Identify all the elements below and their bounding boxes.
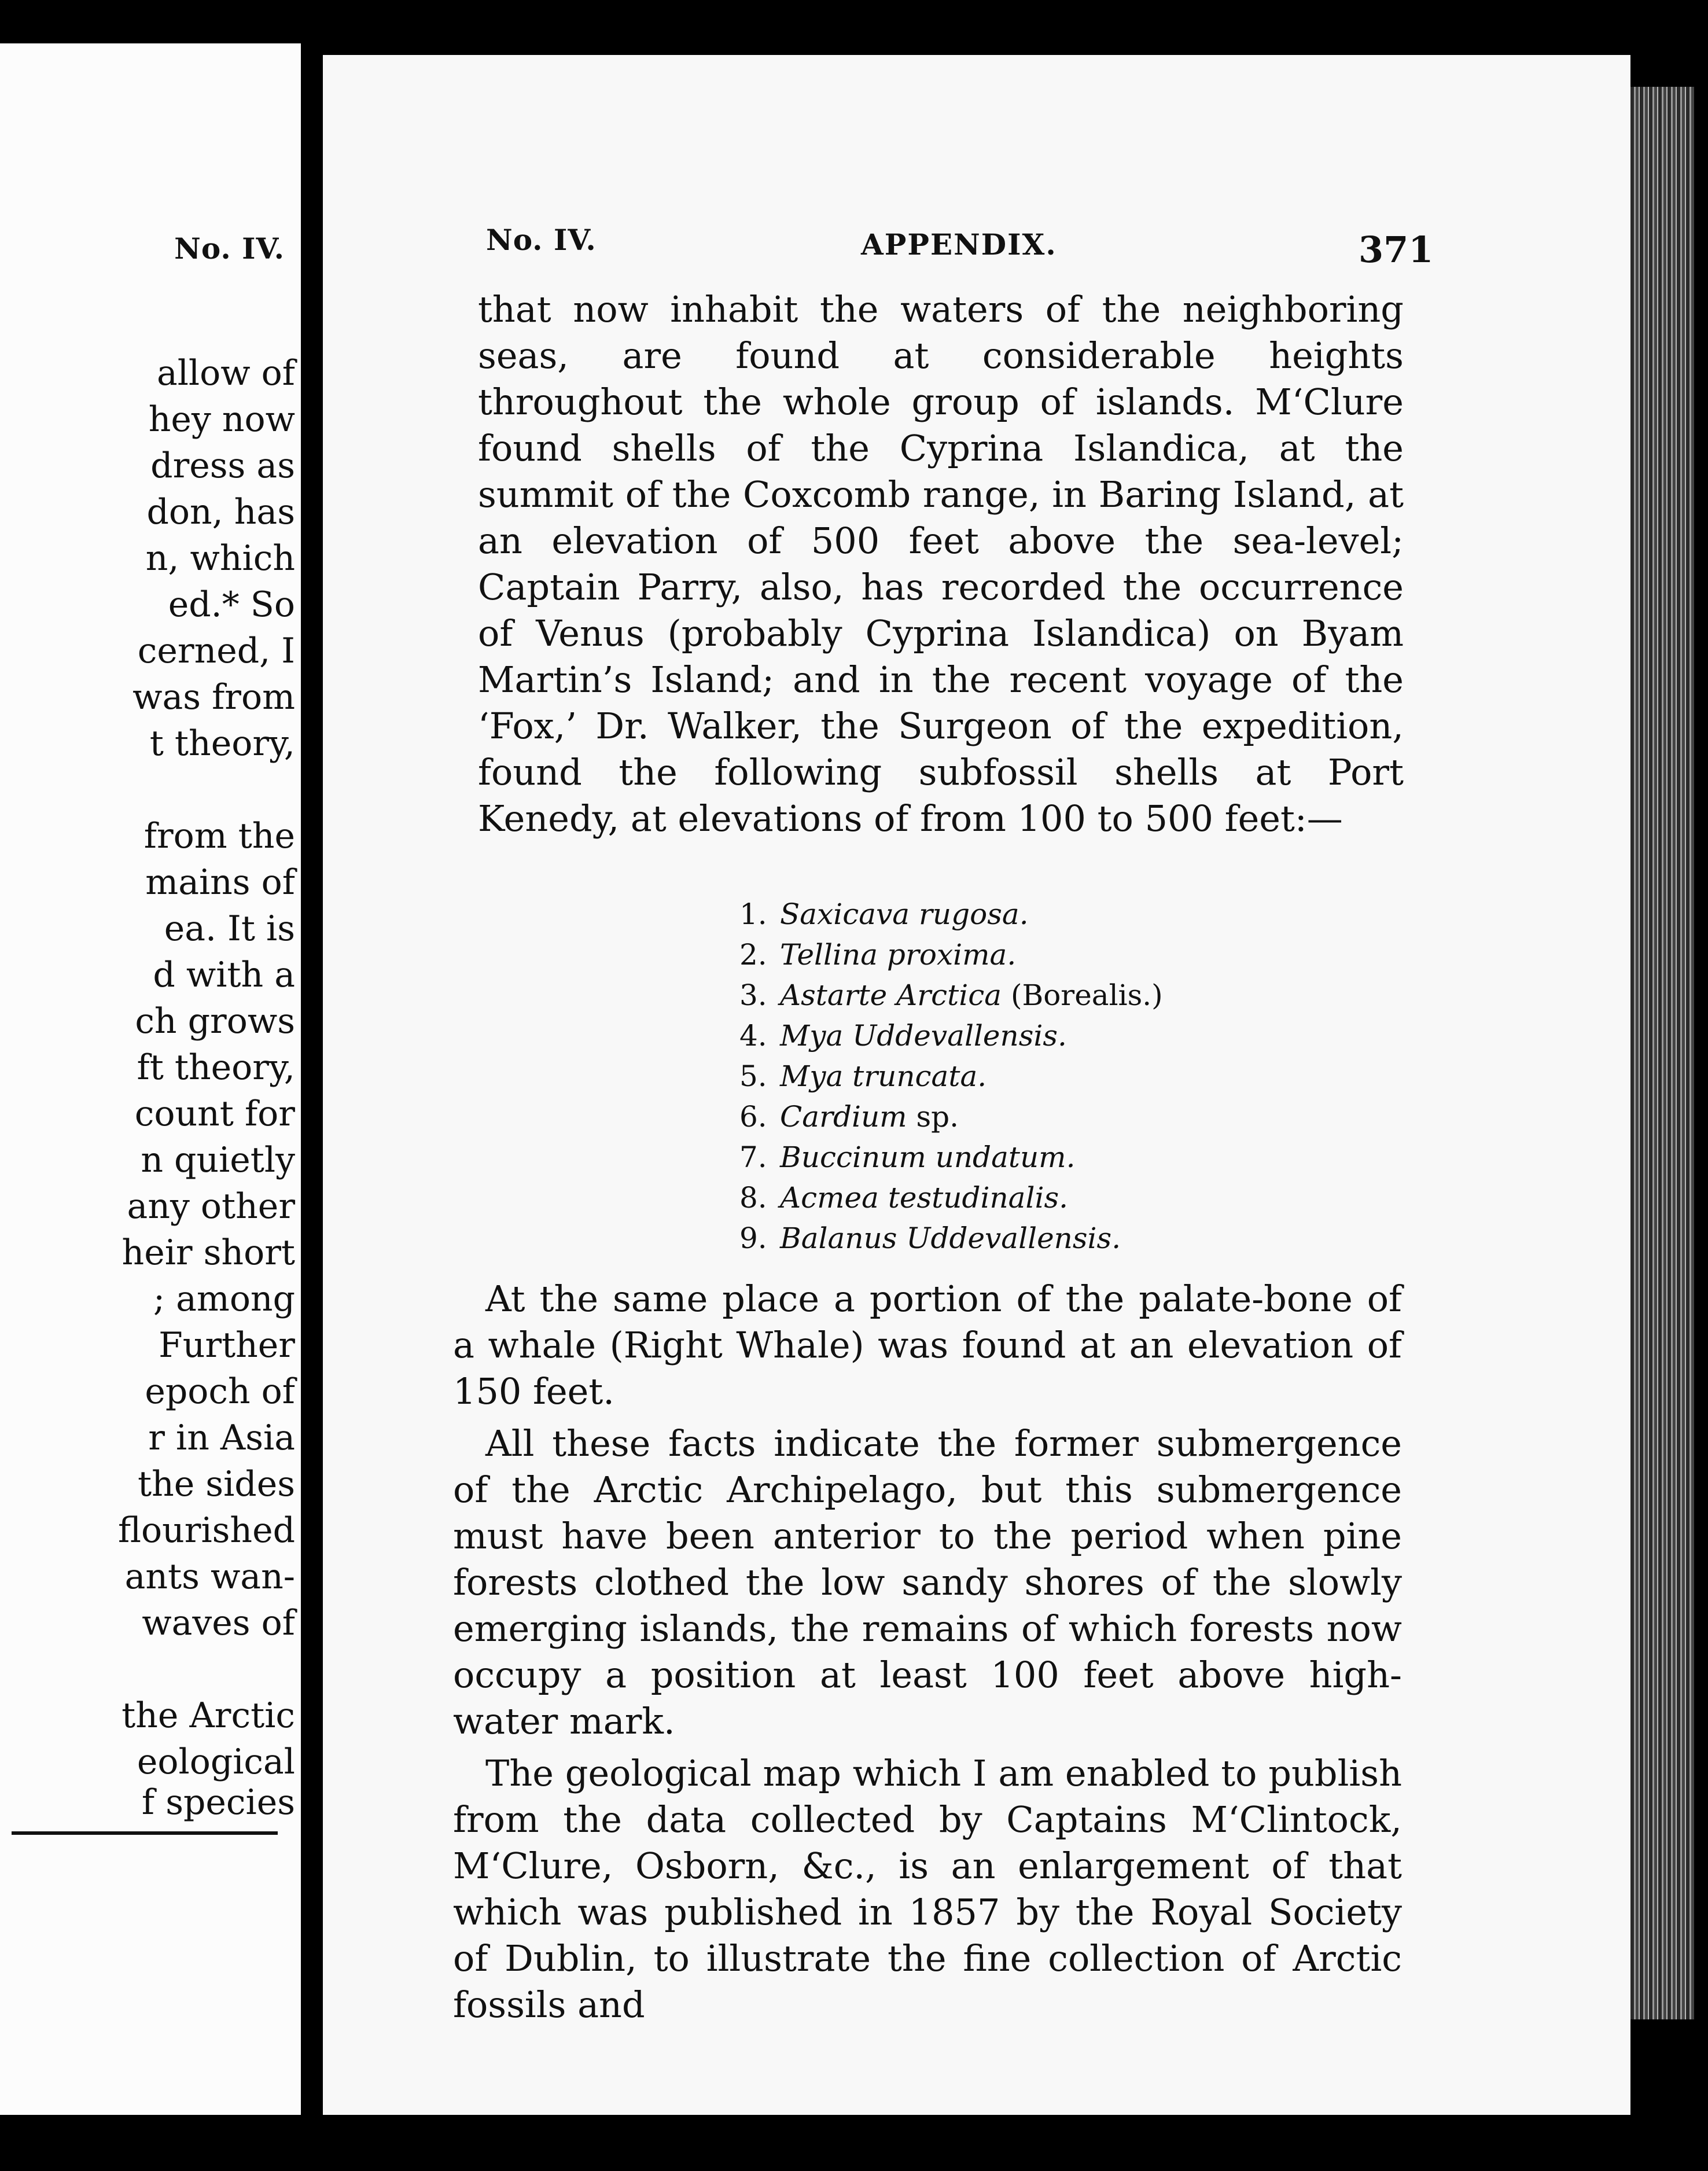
species-note: sp. <box>907 1100 959 1134</box>
left-facing-page <box>0 43 301 2115</box>
species-number: 9. <box>739 1221 767 1255</box>
left-page-line: dress as <box>150 446 295 486</box>
species-number: 2. <box>739 938 767 972</box>
paragraph-2: At the same place a portion of the palate-bone of a whale (Right Whale) was found at an elevation of 150 feet. <box>453 1278 1402 1412</box>
paragraph-block-2 <box>453 1276 1402 2028</box>
left-page-line: heir short <box>122 1232 295 1273</box>
species-name: Astarte Arctica <box>780 978 1002 1012</box>
species-item <box>739 934 1163 975</box>
species-number: 3. <box>739 978 767 1012</box>
left-page-line: ea. It is <box>164 908 295 949</box>
species-item <box>739 1096 1163 1137</box>
species-number: 6. <box>739 1100 767 1134</box>
left-page-line: Further <box>159 1325 295 1366</box>
left-page-line: from the <box>143 816 295 856</box>
species-number: 8. <box>739 1181 767 1215</box>
left-page-line: n, which <box>145 538 295 579</box>
species-item <box>739 1137 1163 1178</box>
paragraph-block-1 <box>478 286 1404 842</box>
left-page-line: the sides <box>137 1464 295 1504</box>
left-page-line: eological <box>137 1742 295 1782</box>
footnote-rule <box>12 1831 278 1835</box>
left-page-line: epoch of <box>145 1371 295 1412</box>
left-page-line: n quietly <box>141 1140 295 1180</box>
species-item <box>739 1178 1163 1218</box>
left-page-line: was from <box>132 677 295 717</box>
left-page-line: ants wan- <box>124 1557 295 1597</box>
page-edges <box>1630 87 1694 2019</box>
paragraph-3: All these facts indicate the former submergence of the Arctic Archipelago, but this submergence must have been anterior to the period when pine forests clothed the low sandy shores of the slowly emerging islands, the remains of which forests now occupy a position at least 100 feet above high-water mark. <box>453 1422 1402 1742</box>
species-item <box>739 975 1163 1015</box>
left-page-line: ; among <box>153 1279 295 1319</box>
paragraph-1: that now inhabit the waters of the neighboring seas, are found at considerable heights throughout the whole group of islands. M‘Clure found shells of the Cyprina Islandica, at the summit of the Coxcomb range, in Baring Island, at an elevation of 500 feet above the sea-level; Captain Parry, also, has recorded the occurrence of Venus (probably Cyprina Islandica) on Byam Martin’s Island; and in the recent voyage of the ‘Fox,’ Dr. Walker, the Surgeon of the expedition, found the following subfossil shells at Port Kenedy, at elevations of from 100 to 500 feet:— <box>478 288 1404 840</box>
species-item <box>739 1056 1163 1096</box>
species-note: (Borealis.) <box>1002 978 1163 1012</box>
species-list <box>739 894 1163 1259</box>
left-page-line: count for <box>134 1094 295 1134</box>
paragraph-4: The geological map which I am enabled to publish from the data collected by Captains M‘Clintock, M‘Clure, Osborn, &c., is an enlargement of that which was published in 1857 by the Royal Society of Dublin, to illustrate the fine collection of Arctic fossils and <box>453 1752 1402 2026</box>
left-page-line: ft theory, <box>137 1047 295 1088</box>
species-item <box>739 894 1163 934</box>
species-number: 7. <box>739 1140 767 1174</box>
species-number: 1. <box>739 897 767 931</box>
chapter-label: No. IV. <box>486 223 597 257</box>
left-page-header: No. IV. <box>174 231 285 266</box>
species-name: Mya Uddevallensis. <box>780 1019 1067 1053</box>
book-gutter <box>301 35 323 2129</box>
left-page-line: cerned, I <box>137 631 295 671</box>
left-page-line: any other <box>127 1186 295 1227</box>
species-name: Buccinum undatum. <box>780 1140 1076 1174</box>
left-page-line: f species <box>141 1782 295 1823</box>
species-number: 4. <box>739 1019 767 1053</box>
left-page-line: mains of <box>145 862 295 903</box>
running-head <box>323 217 1630 271</box>
left-page-line: t theory, <box>149 723 295 764</box>
species-name: Tellina proxima. <box>780 938 1017 972</box>
species-name: Saxicava rugosa. <box>780 897 1029 931</box>
left-page-line: allow of <box>156 353 295 393</box>
left-page-line: hey now <box>148 399 295 440</box>
left-page-line: d with a <box>153 955 295 995</box>
species-name: Cardium <box>780 1100 907 1134</box>
species-item <box>739 1218 1163 1259</box>
left-page-line: flourished <box>117 1510 295 1551</box>
section-title: APPENDIX. <box>861 227 1057 262</box>
species-name: Acmea testudinalis. <box>780 1181 1068 1215</box>
right-page <box>323 55 1630 2115</box>
left-page-line: ed.* So <box>168 584 295 625</box>
species-name: Balanus Uddevallensis. <box>780 1221 1121 1255</box>
left-page-line: waves of <box>142 1603 295 1643</box>
species-number: 5. <box>739 1059 767 1093</box>
page-number: 371 <box>1359 229 1434 271</box>
species-name: Mya truncata. <box>780 1059 987 1093</box>
left-page-line: the Arctic <box>122 1695 295 1736</box>
left-page-line: ch grows <box>135 1001 295 1042</box>
left-page-line: don, has <box>146 492 295 532</box>
left-page-line: r in Asia <box>148 1418 295 1458</box>
species-item <box>739 1015 1163 1056</box>
